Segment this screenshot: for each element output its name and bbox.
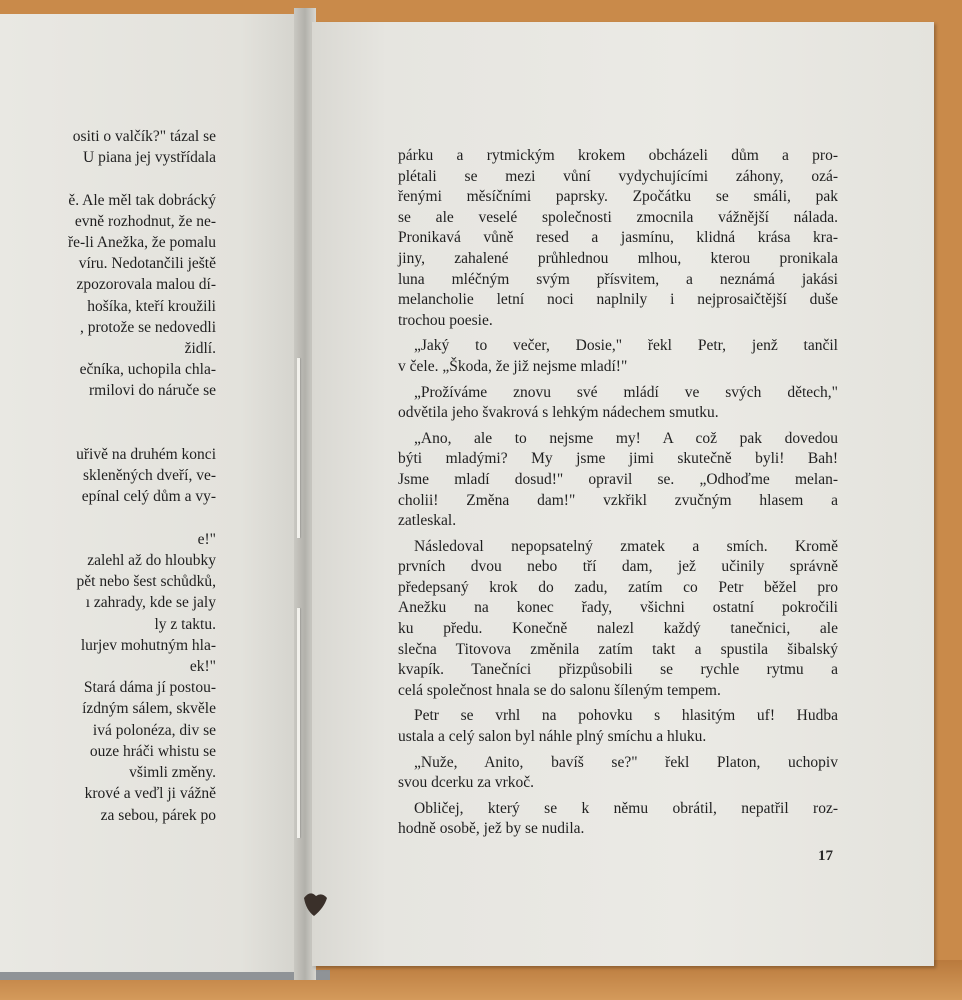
text-line: víru. Nedotančili ještě <box>78 255 216 273</box>
text-line: pět nebo šest schůdků, <box>76 573 216 591</box>
text-line: lurjev mohutným hla- <box>80 636 216 654</box>
text-line: se ale veselé společnosti zmocnila vážnější nálada. <box>398 208 838 226</box>
text-line: ku předu. Konečně nalezl každý tanečnici, ale <box>398 620 838 638</box>
text-line: cholii! Změna dam!" vzkřikl zvučným hlasem a <box>398 491 838 509</box>
text-line: jiny, zahalené průhlednou mlhou, kterou pronikala <box>398 249 838 267</box>
text-line: Petr se vrhl na pohovku s hlasitým uf! Hudba <box>414 707 838 725</box>
text-line: všimli změny. <box>129 764 216 782</box>
text-line: e!" <box>197 530 216 548</box>
text-line: U piana jej vystřídala <box>83 149 216 167</box>
text-line: párku a rytmickým krokem obcházeli dům a pro- <box>398 147 838 164</box>
text-line: Pronikavá vůně resed a jasmínu, klidná krása kra- <box>398 229 838 247</box>
text-line: melancholie letní noci naplnily i nejprosaičtější duše <box>398 291 838 309</box>
page-number: 17 <box>818 848 833 864</box>
text-line: zpozorovala malou dí- <box>76 276 216 294</box>
text-line: ly z taktu. <box>154 615 216 633</box>
text-line: prvních dvou nebo tří dam, jež učinily správně <box>398 558 838 576</box>
text-line: uřivě na druhém konci <box>76 446 216 464</box>
text-line: „Ano, ale to nejsme my! A což pak dovedou <box>414 429 838 447</box>
text-line: židlí. <box>184 340 216 358</box>
text-line: hodně osobě, jež by se nudila. <box>398 820 585 838</box>
text-line: býti mladými? My jsme jimi skutečně byli! Bah! <box>398 450 838 468</box>
text-line: hošíka, kteří kroužili <box>87 297 216 315</box>
binding-thread <box>297 608 300 838</box>
text-line: za sebou, párek po <box>100 806 216 824</box>
right-page-text <box>398 146 838 840</box>
open-book <box>0 8 936 980</box>
left-page <box>0 14 300 972</box>
left-page-text <box>0 126 216 826</box>
text-line: Obličej, který se k němu obrátil, nepatřil roz- <box>414 799 838 817</box>
text-line: ustala a celý salon byl náhle plný smíchu a hluku. <box>398 728 707 746</box>
text-line: ı zahrady, kde se jaly <box>85 594 216 612</box>
text-line: slečna Titovova změnila zatím takt a spustila šibalský <box>398 640 838 658</box>
text-line: Následoval nepopsatelný zmatek a smích. Kromě <box>414 537 838 555</box>
text-line: kvapík. Tanečníci přizpůsobili se rychle rytmu a <box>398 661 838 679</box>
right-page <box>312 22 934 966</box>
text-line: ízdným sálem, skvěle <box>82 700 216 718</box>
text-line: evně rozhodnut, že ne- <box>74 212 216 230</box>
text-line: celá společnost hnala se do salonu šíleným tempem. <box>398 681 721 699</box>
text-line: Jsme mladí dosud!" opravil se. „Odhoďme melan- <box>398 470 838 488</box>
text-line: ek!" <box>189 658 216 676</box>
text-line: v čele. „Škoda, že již nejsme mladí!" <box>398 357 628 375</box>
text-line: Anežku na konec řady, všichni ostatní pokročili <box>398 599 838 617</box>
text-line <box>0 168 216 189</box>
text-line: odvětila jeho švakrová s lehkým nádechem smutku. <box>398 404 719 422</box>
text-line: ositi o valčík?" tázal se <box>72 128 216 145</box>
text-line: ečníka, uchopila chla- <box>79 361 216 379</box>
text-line: plétali se mezi vůní vydychujícími záhony, ozá- <box>398 167 838 185</box>
text-line: předepsaný krok do zadu, zatím co Petr běžel pro <box>398 578 838 596</box>
text-line: trochou poesie. <box>398 311 493 329</box>
text-line: ře-li Anežka, že pomalu <box>67 234 216 252</box>
text-line: „Nuže, Anito, bavíš se?" řekl Platon, uchopiv <box>414 753 838 771</box>
text-line: zalehl až do hloubky <box>87 552 216 570</box>
text-line <box>0 402 216 423</box>
text-line: krové a veďl ji vážně <box>84 785 216 803</box>
text-line: zatleskal. <box>398 512 457 530</box>
text-line: rmilovi do náruče se <box>89 382 216 400</box>
text-line: „Jaký to večer, Dosie," řekl Petr, jenž tančil <box>414 337 838 355</box>
text-line: epínal celý dům a vy- <box>81 488 216 506</box>
binding-thread <box>297 358 300 538</box>
text-line: luna mléčným svým přísvitem, a neznámá jakási <box>398 270 838 288</box>
text-line: svou dcerku za vrkoč. <box>398 774 535 792</box>
text-line: ivá polonéza, div se <box>92 721 216 739</box>
text-line <box>0 423 216 444</box>
text-line: ouze hráči whistu se <box>89 742 216 760</box>
page-hole <box>300 888 330 920</box>
text-line <box>0 508 216 529</box>
text-line: řenými měsíčními paprsky. Zpočátku se smáli, pak <box>398 188 838 206</box>
text-line: „Prožíváme znovu své mládí ve svých dětech," <box>414 383 838 401</box>
text-line: skleněných dveří, ve- <box>83 467 216 485</box>
text-line: Stará dáma jí postou- <box>83 679 216 697</box>
text-line: ě. Ale měl tak dobrácký <box>68 191 216 209</box>
text-line: , protože se nedovedli <box>79 318 216 336</box>
